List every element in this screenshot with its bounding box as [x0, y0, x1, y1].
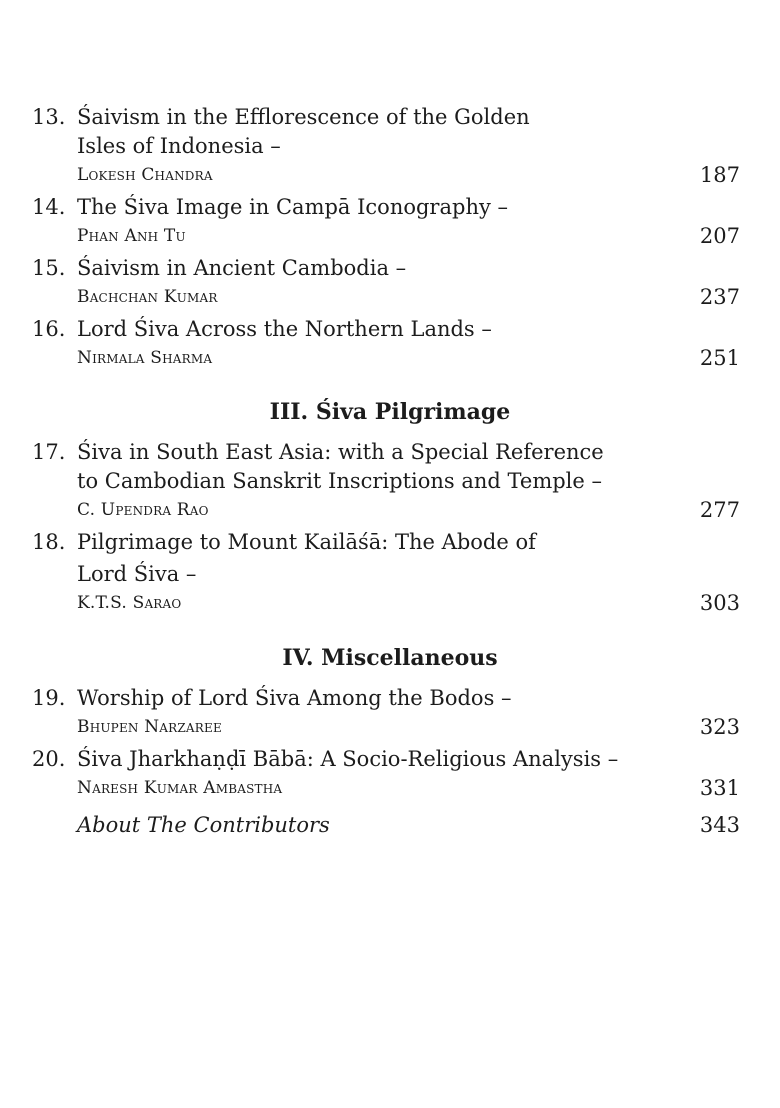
- entry-title: Lord Śiva –: [77, 562, 197, 586]
- entry-page-number: 207: [699, 224, 740, 248]
- entry-title: Pilgrimage to Mount Kailāśā: The Abode of: [77, 530, 536, 554]
- entry-number: 19.: [32, 686, 66, 710]
- entry-page-number: 343: [699, 813, 740, 837]
- entry-number: 13.: [32, 105, 66, 129]
- entry-author: Bhupen Narzaree: [77, 717, 222, 737]
- entry-title: Isles of Indonesia –: [77, 134, 281, 158]
- entry-author: K.T.S. Sarao: [77, 593, 182, 613]
- entry-number: 20.: [32, 747, 66, 771]
- contributors-label: About The Contributors: [77, 813, 330, 837]
- entry-number: 17.: [32, 440, 66, 464]
- entry-author: Naresh Kumar Ambastha: [77, 778, 283, 798]
- entry-page-number: 237: [699, 285, 740, 309]
- entry-title: Worship of Lord Śiva Among the Bodos –: [77, 686, 512, 710]
- entry-title: Śiva Jharkhaṇḍī Bābā: A Socio-Religious Analysis –: [77, 747, 619, 771]
- section-heading: III. Śiva Pilgrimage: [269, 399, 511, 425]
- entry-page-number: 277: [699, 498, 740, 522]
- entry-number: 18.: [32, 530, 66, 554]
- entry-page-number: 187: [699, 163, 740, 187]
- entry-number: 16.: [32, 317, 66, 341]
- entry-title: Śiva in South East Asia: with a Special Reference: [77, 440, 604, 464]
- entry-number: 15.: [32, 256, 66, 280]
- entry-title: Śaivism in Ancient Cambodia –: [77, 256, 407, 280]
- entry-number: 14.: [32, 195, 66, 219]
- entry-page-number: 331: [699, 776, 740, 800]
- entry-title: to Cambodian Sanskrit Inscriptions and Temple –: [77, 469, 602, 493]
- entry-author: Nirmala Sharma: [77, 348, 213, 368]
- entry-author: Phan Anh Tu: [77, 226, 186, 246]
- entry-title: Śaivism in the Efflorescence of the Golden: [77, 105, 530, 129]
- entry-page-number: 251: [699, 346, 740, 370]
- section-heading: IV. Miscellaneous: [282, 645, 498, 671]
- entry-title: Lord Śiva Across the Northern Lands –: [77, 317, 492, 341]
- entry-page-number: 323: [699, 715, 740, 739]
- entry-author: Lokesh Chandra: [77, 165, 213, 185]
- entry-page-number: 303: [699, 591, 740, 615]
- entry-title: The Śiva Image in Campā Iconography –: [77, 195, 509, 219]
- entry-author: Bachchan Kumar: [77, 287, 218, 307]
- entry-author: C. Upendra Rao: [77, 500, 209, 520]
